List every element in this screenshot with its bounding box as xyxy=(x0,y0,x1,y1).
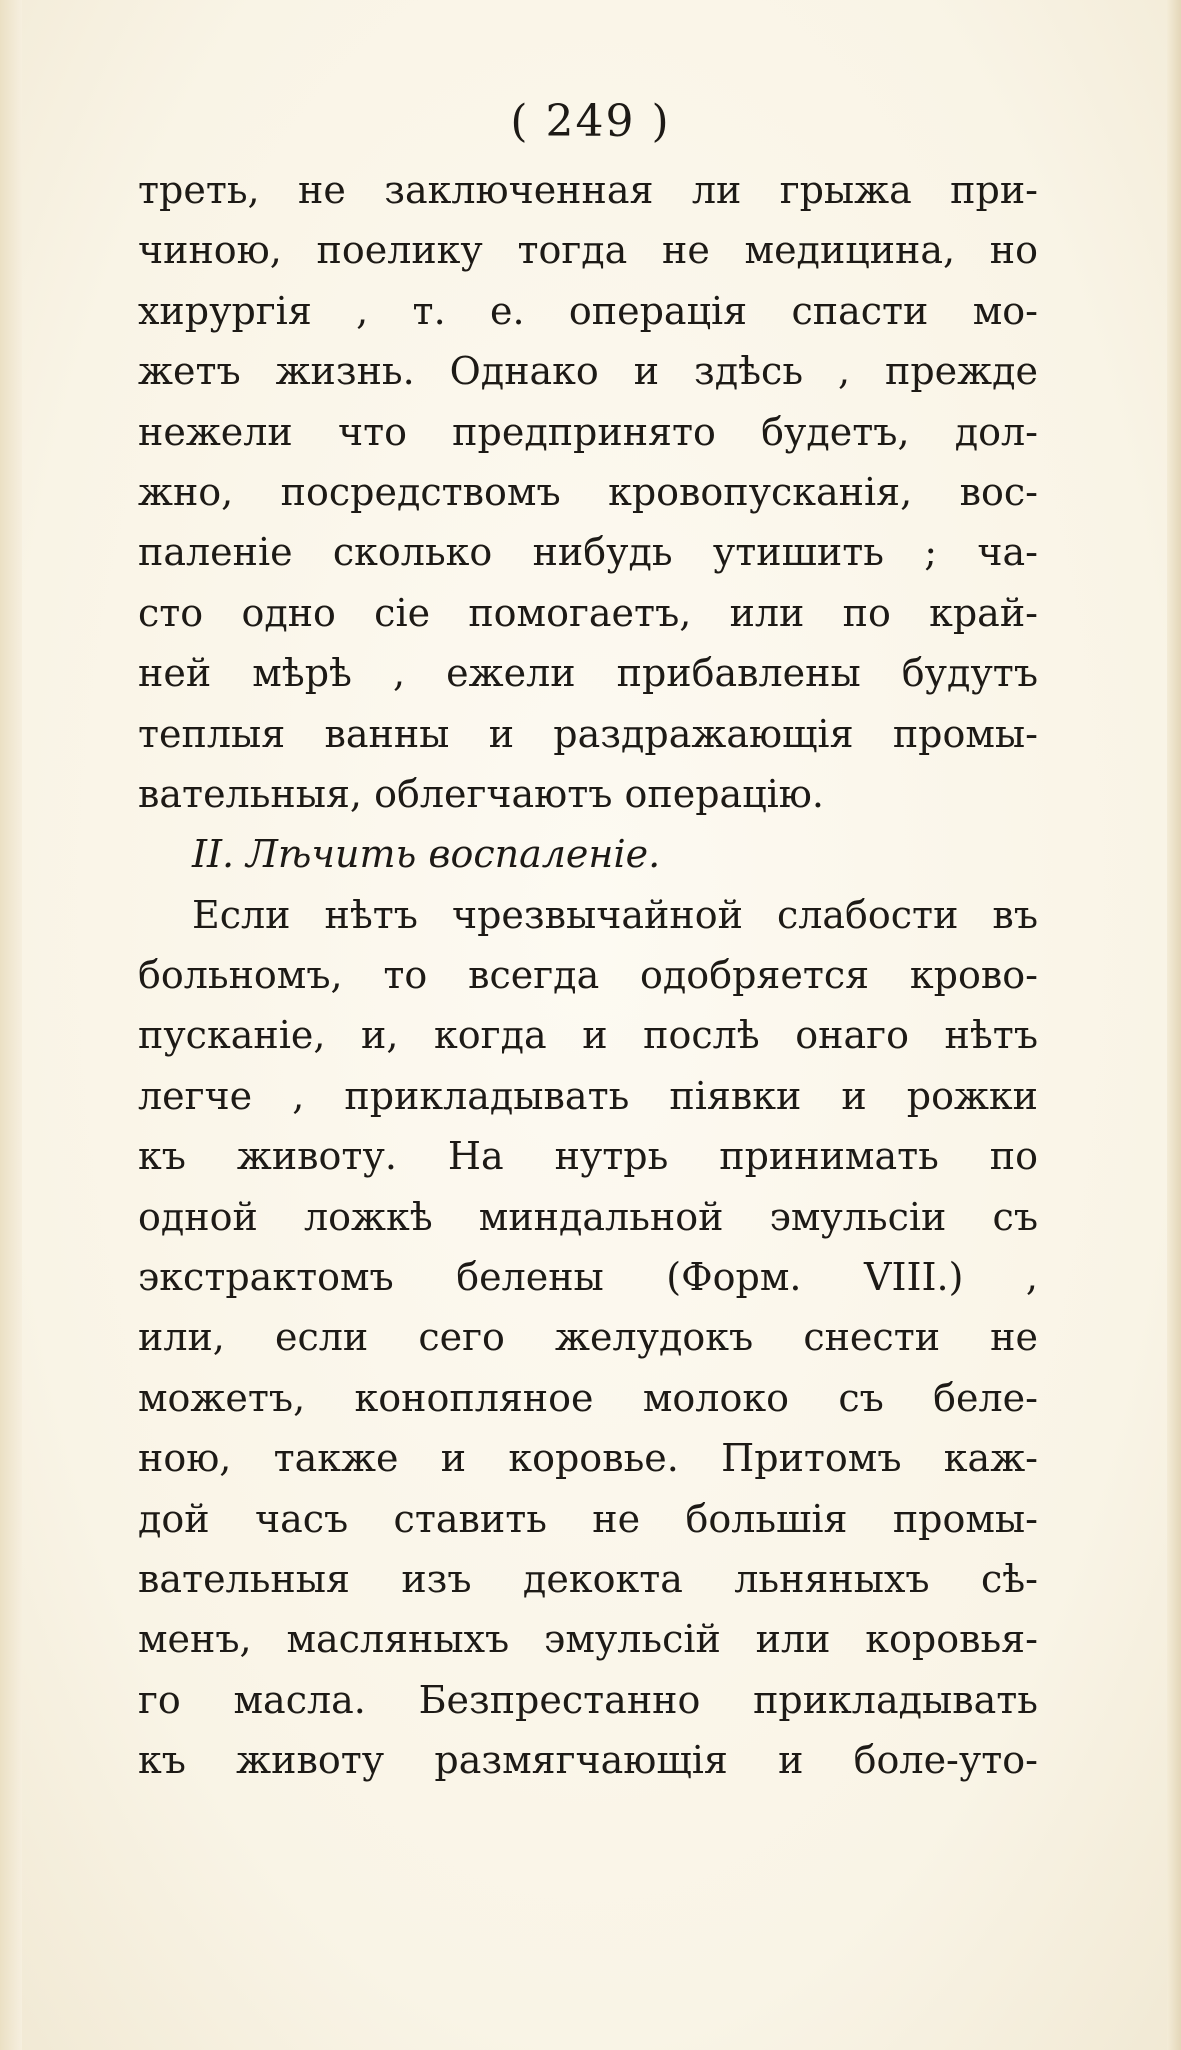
text-line: паленіе сколько нибудь утишить ; ча- xyxy=(138,530,1038,575)
text-line: дой часъ ставить не большія промы- xyxy=(138,1496,1038,1541)
text-line: ней мѣрѣ , ежели прибавлены будутъ xyxy=(138,651,1038,696)
page-right-edge xyxy=(1167,0,1181,2050)
text-line: хирургія , т. е. операція спасти мо- xyxy=(138,288,1038,333)
page-left-edge xyxy=(0,0,22,2050)
text-line: чиною, поелику тогда не медицина, но xyxy=(138,228,1038,273)
text-line: одной ложкѣ миндальной эмульсіи съ xyxy=(138,1194,1038,1239)
text-line: къ животу размягчающія и боле-уто- xyxy=(138,1738,1038,1783)
text-line: треть, не заключенная ли грыжа при- xyxy=(138,168,1038,212)
text-line: ною, также и коровье. Притомъ каж- xyxy=(138,1436,1038,1481)
text-line: или, если сего желудокъ снести не xyxy=(138,1315,1038,1360)
text-line: го масла. Безпрестанно прикладывать xyxy=(138,1677,1038,1722)
text-line: менъ, масляныхъ эмульсій или коровья- xyxy=(138,1617,1038,1662)
text-line: Если нѣтъ чрезвычайной слабости въ xyxy=(192,892,1038,937)
text-line: вательныя изъ декокта льняныхъ сѣ- xyxy=(138,1556,1038,1601)
page-number: ( 249 ) xyxy=(510,96,671,147)
text-line: легче , прикладывать піявки и рожки xyxy=(138,1073,1038,1118)
section-heading: II. Лѣчить воспаленіе. xyxy=(192,832,661,877)
text-line: можетъ, конопляное молоко съ беле- xyxy=(138,1375,1038,1420)
body-text xyxy=(138,160,1038,1791)
text-line: жно, посредствомъ кровопусканія, вос- xyxy=(138,469,1038,514)
text-line: больномъ, то всегда одобряется крово- xyxy=(138,953,1038,998)
text-line: пусканіе, и, когда и послѣ онаго нѣтъ xyxy=(138,1013,1038,1058)
text-line: экстрактомъ белены (Форм. VIII.) , xyxy=(138,1255,1038,1300)
text-line: нежели что предпринято будетъ, дол- xyxy=(138,409,1038,454)
text-line: жетъ жизнь. Однако и здѣсь , прежде xyxy=(138,349,1038,394)
text-line: сто одно сіе помогаетъ, или по край- xyxy=(138,590,1038,635)
text-line: вательныя, облегчаютъ операцію. xyxy=(138,771,824,816)
text-line: теплыя ванны и раздражающія промы- xyxy=(138,711,1038,756)
text-line: къ животу. На нутрь принимать по xyxy=(138,1134,1038,1179)
